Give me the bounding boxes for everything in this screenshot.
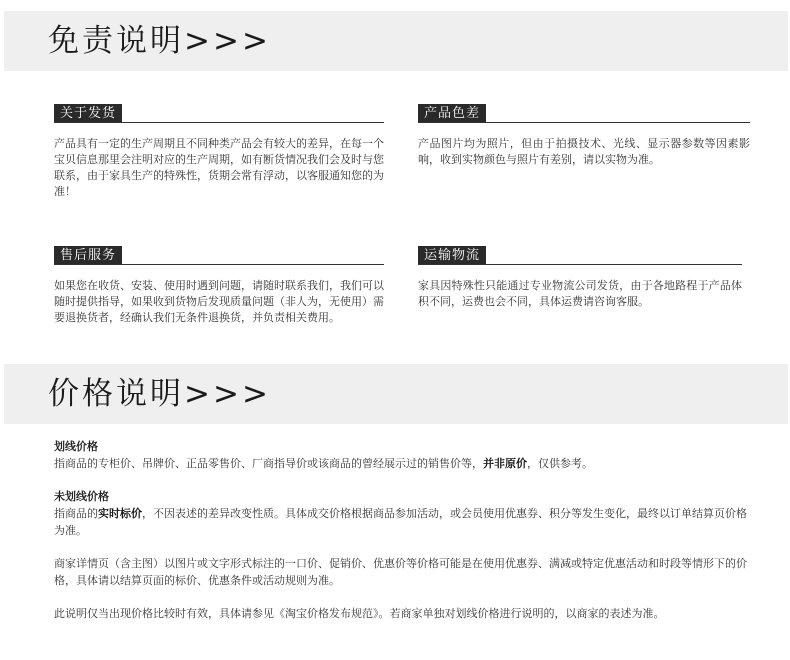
section-header — [418, 104, 750, 126]
section-body: 产品具有一定的生产周期且不同种类产品会有较大的差异，在每一个宝贝信息那里会注明对应的生产周期，如有断货情况我们会及时与您联系，由于家具生产的特殊性，货期会常有浮动，以客服通知您的为准！ — [54, 137, 384, 198]
price-comparison-note: 此说明仅当出现价格比较时有效，具体请参见《淘宝价格发布规范》。若商家单独对划线价格进行说明的，以商家的表述为准。 — [54, 607, 665, 620]
section-header — [54, 246, 384, 268]
strikethrough-price-block — [54, 438, 754, 472]
section-body: 家具因特殊性只能通过专业物流公司发货，由于各地路程于产品体积不同，运费也会不同，具体运费请咨询客服。 — [418, 279, 742, 308]
text: 指商品的 — [54, 507, 98, 520]
divider — [418, 264, 742, 265]
price-title: 价格说明>>> — [48, 376, 271, 412]
section-body: 如果您在收货、安装、使用时遇到问题，请随时联系我们，我们可以随时提供指导，如果收到货物后发现质量问题（非人为，无使用）需要退换货者，经确认我们无条件退换货，并负责相关费用。 — [54, 279, 384, 324]
disclaimer-banner — [4, 11, 788, 71]
section-label: 关于发货 — [54, 104, 122, 123]
section-after-sales — [54, 246, 384, 326]
section-header — [54, 104, 384, 126]
strikethrough-price-text — [54, 455, 754, 472]
text: 指商品的专柜价、吊牌价、正品零售价、厂商指导价或该商品的曾经展示过的销售价等， — [54, 457, 483, 470]
section-header — [418, 246, 742, 268]
section-color-difference — [418, 104, 750, 168]
section-label: 产品色差 — [418, 104, 486, 123]
text: ，不因表述的差异改变性质。具体成交价格根据商品参加活动，或会员使用优惠券、积分等发生变化，最终以订单结算页价格为准。 — [54, 507, 747, 537]
section-label: 运输物流 — [418, 246, 486, 265]
divider — [54, 122, 384, 123]
section-label: 售后服务 — [54, 246, 122, 265]
divider — [418, 122, 750, 123]
detail-page-note: 商家详情页（含主图）以图片或文字形式标注的一口价、促销价、优惠价等价格可能是在使用优惠券、满减或特定优惠活动和时段等情形下的价格，具体请以结算页面的标价、优惠条件或活动规则为准。 — [54, 557, 747, 587]
text: ，仅供参考。 — [527, 457, 593, 470]
divider — [54, 264, 384, 265]
emphasis-text: 并非原价 — [483, 457, 527, 470]
section-body: 产品图片均为照片，但由于拍摄技术、光线、显示器参数等因素影响，收到实物颜色与照片有差别，请以实物为准。 — [418, 137, 750, 166]
price-banner — [4, 364, 788, 424]
non-strikethrough-price-block — [54, 488, 754, 539]
non-strikethrough-price-heading: 未划线价格 — [54, 490, 109, 503]
non-strikethrough-price-text — [54, 505, 754, 539]
disclaimer-title: 免责说明>>> — [48, 23, 271, 59]
emphasis-text: 实时标价 — [98, 507, 142, 520]
section-logistics — [418, 246, 742, 310]
strikethrough-price-heading: 划线价格 — [54, 440, 98, 453]
section-shipping — [54, 104, 384, 200]
